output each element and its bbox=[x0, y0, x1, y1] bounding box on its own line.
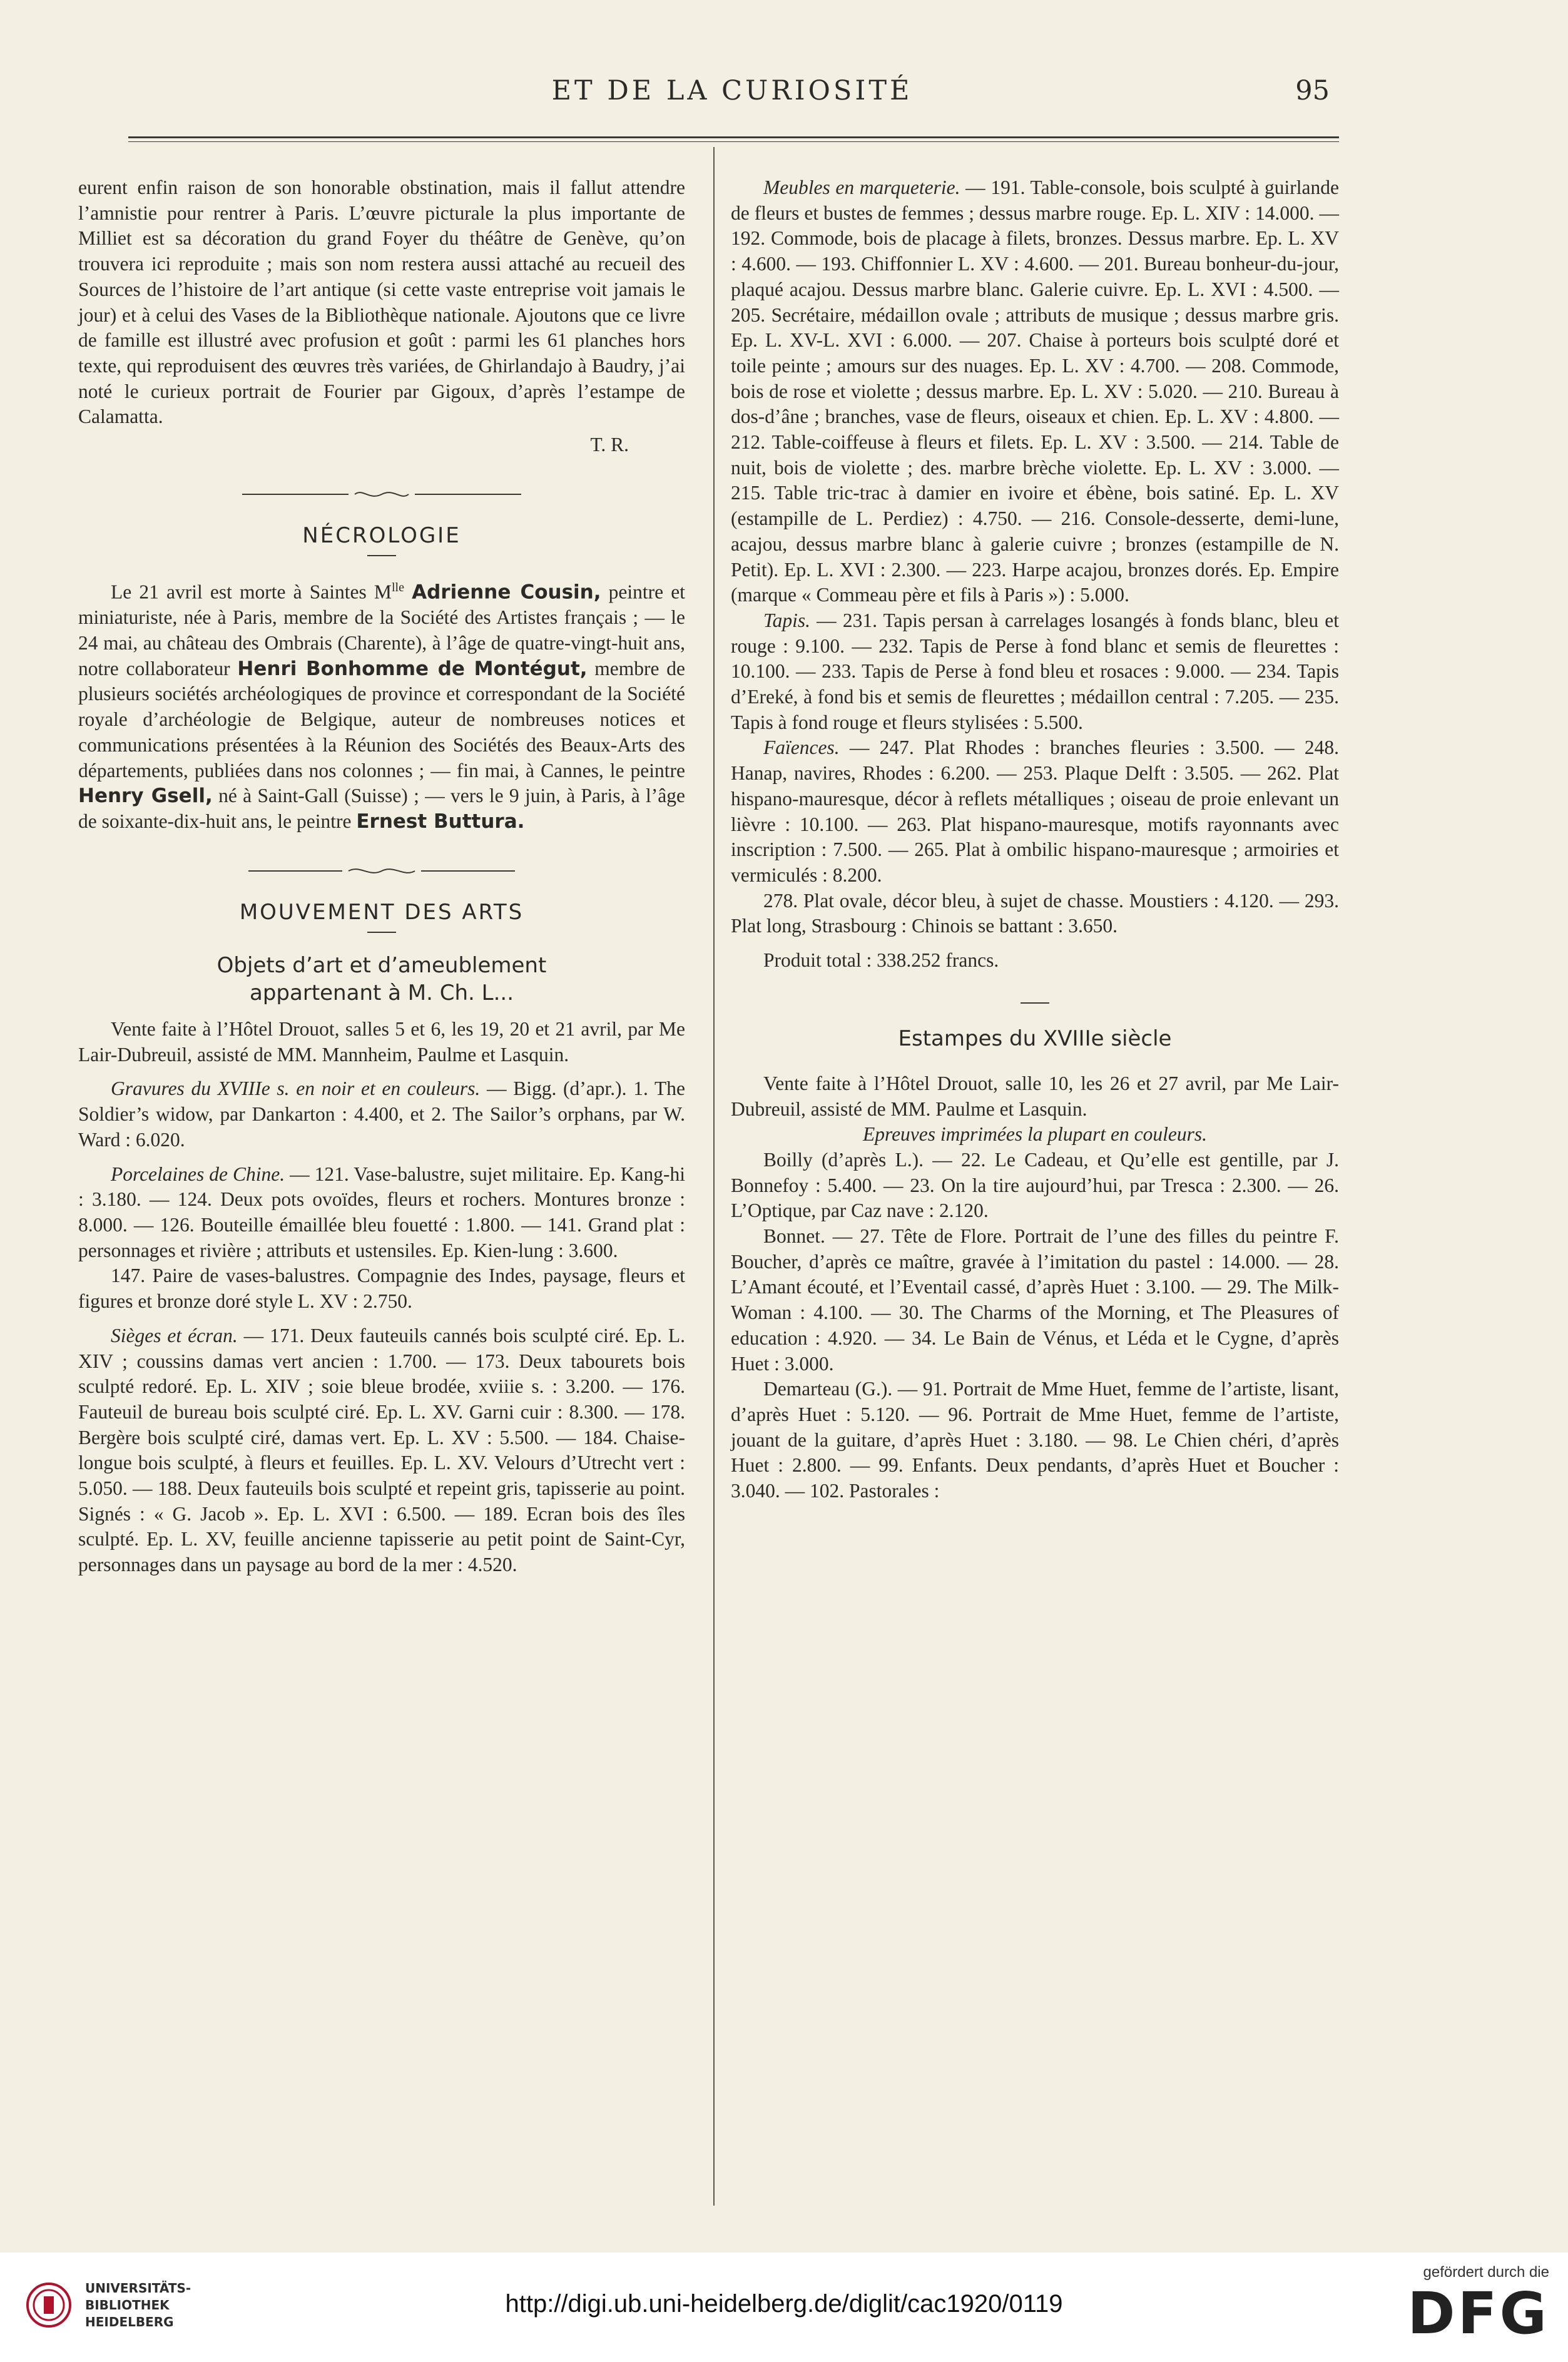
article-ending-paragraph: eurent enfin raison de son honorable obstination, mais il fallut attendre l’amnistie pour rentrer à Paris. L’œuvre picturale la plus importante de Milliet est sa décoration du grand Foyer du théâtre de Genève, qu’on trouvera ici reproduite ; mais son nom restera aussi attaché au recueil des Sources de l’histoire de l’art antique (si cette vaste entreprise voit jamais le jour) et à celui des Vases de la Bibliothèque nationale. Ajoutons que ce livre de famille est illustré avec profusion et goût : parmi les 61 planches hors texte, qui reproduisent des œuvres très variées, de Ghirlandajo à Baudry, j’ai noté le curieux portrait de Fourier par Gigoux, d’après l’estampe de Calamatta. bbox=[78, 176, 685, 428]
running-title: ET DE LA CURIOSITÉ bbox=[551, 75, 913, 106]
ornament-divider bbox=[78, 857, 685, 883]
left-column bbox=[78, 175, 685, 1578]
subsection-label: Epreuves imprimées la plupart en couleurs. bbox=[863, 1123, 1207, 1146]
lot-paragraph: Sièges et écran. — 171. Deux fauteuils cannés bois sculpté ciré. Ep. L. XIV ; coussins damas vert ancien : 1.700. — 173. Deux tabourets bois sculpté redoré. Ep. L. XIV ; soie bleue brodée, xviiie s. : 3.200. — 176. Fauteuil de bureau bois sculpté ciré. Ep. L. XV. Garni cuir : 8.300. — 178. Bergère bois sculpté ciré, damas vert. Ep. L. XV : 5.500. — 184. Chaise-longue bois sculpté, à fleurs et feuilles. Ep. L. XV. Velours d’Utrecht vert : 5.050. — 188. Deux fauteuils bois sculpté et repeint gris, tapisserie au point. Signés : « G. Jacob ». Ep. L. XVI : 6.500. — 189. Ecran bois des îles sculpté. Ep. L. XV, feuille ancienne tapisserie au petit point de Saint-Cyr, personnages dans un paysage au bord de la mer : 4.520. bbox=[78, 1324, 685, 1576]
lot-paragraph: Demarteau (G.). — 91. Portrait de Mme Huet, femme de l’artiste, lisant, d’après Huet : 5.120. — 96. Portrait de Mme Huet, femme de l’artiste, jouant de la guitare, d’après Huet : 3.180. — 98. Le Chien chéri, d’après Huet : 2.800. — 99. Enfants. Deux pendants, d’après Huet et Boucher : 3.040. — 102. Pastorales : bbox=[731, 1378, 1339, 1502]
header-rule bbox=[128, 136, 1339, 138]
sale-intro: Vente faite à l’Hôtel Drouot, salle 10, les 26 et 27 avril, par Me Lair-Dubreuil, assisté de MM. Paulme et Lasquin. bbox=[731, 1072, 1339, 1120]
page-number: 95 bbox=[1295, 75, 1330, 106]
mouvement-title: MOUVEMENT DES ARTS bbox=[239, 900, 524, 925]
lot-paragraph: Boilly (d’après L.). — 22. Le Cadeau, et Qu’elle est gentille, par J. Bonnefoy : 5.400. — 23. On la tire aujourd’hui, par Tresca : 2.300. — 26. L’Optique, par Caz nave : 2.120. bbox=[731, 1148, 1339, 1222]
lot-paragraph: Tapis. — 231. Tapis persan à carrelages losangés à fonds blanc, bleu et rouge : 9.100. — 232. Tapis de Perse à fond blanc et semis de fleurettes : 10.100. — 233. Tapis de Perse à fond bleu et rosaces : 9.000. — 234. Tapis d’Ereké, à fond bis et semis de fleurettes ; médaillon central : 7.205. — 235. Tapis à fond rouge et fleurs stylisées : 5.500. bbox=[731, 609, 1339, 733]
sale-title: Objets d’art et d’ameublement appartenant à M. Ch. L... bbox=[216, 953, 547, 1006]
right-column bbox=[731, 175, 1339, 1504]
sale-intro: Vente faite à l’Hôtel Drouot, salles 5 et 6, les 19, 20 et 21 avril, par Me Lair-Dubreuil, assisté de MM. Mannheim, Paulme et Lasquin. bbox=[78, 1018, 685, 1066]
author-signature: T. R. bbox=[590, 434, 629, 456]
permalink-url[interactable]: http://digi.ub.uni-heidelberg.de/diglit/cac1920/0119 bbox=[505, 2290, 1063, 2318]
lot-paragraph: Gravures du XVIIIe s. en noir et en couleurs. — Bigg. (d’apr.). 1. The Soldier’s widow, par Dankarton : 4.400, et 2. The Sailor’s orphans, par W. Ward : 6.020. bbox=[78, 1077, 685, 1151]
digitization-footer bbox=[0, 2253, 1568, 2362]
funder-caption: gefördert durch die bbox=[1423, 2264, 1549, 2281]
necrology-title: NÉCROLOGIE bbox=[302, 523, 461, 549]
header-rule-thin bbox=[128, 141, 1339, 142]
funder-name: DFG bbox=[1407, 2280, 1549, 2347]
person-name: Ernest Buttura. bbox=[356, 810, 525, 833]
lot-paragraph: Porcelaines de Chine. — 121. Vase-balustre, sujet militaire. Ep. Kang-hi : 3.180. — 124. Deux pots ovoïdes, fleurs et rochers. Montures bronze : 8.000. — 126. Bouteille émaillée bleu fouetté : 1.800. — 141. Grand plat : personnages et rivière ; attributs et ustensiles. Ep. Kien-lung : 3.600. bbox=[78, 1163, 685, 1261]
running-header bbox=[128, 75, 1336, 119]
necrology-paragraph: Le 21 avril est morte à Saintes $M^{lle}$ Adrienne Cousin, peintre et miniaturiste, née à Paris, membre de la Société des Artistes français ; — le 24 mai, au château des Ombrais (Charente), à l’âge de quatre-vingt-huit ans, notre collaborateur Henri Bonhomme de Montégut, membre de plusieurs sociétés archéologiques de province et correspondant de la Société royale d’archéologie de Belgique, auteur de nombreuses notices et communications présentées à la Réunion des Sociétés des Beaux-Arts des départements, publiées dans nos colonnes ; — fin mai, à Cannes, le peintre Henry Gsell, né à Saint-Gall (Suisse) ; — vers le 9 juin, à Paris, à l’âge de soixante-dix-huit ans, le peintre Ernest Buttura. bbox=[78, 581, 686, 833]
institution-name: UNIVERSITÄTS- BIBLIOTHEK HEIDELBERG bbox=[85, 2281, 191, 2329]
person-name: Henry Gsell, bbox=[78, 785, 213, 808]
lot-paragraph: 147. Paire de vases-balustres. Compagnie des Indes, paysage, fleurs et figures et bronze doré style L. XV : 2.750. bbox=[78, 1265, 685, 1313]
lot-paragraph: Meubles en marqueterie. — 191. Table-console, bois sculpté à guirlande de fleurs et bustes de femmes ; dessus marbre rouge. Ep. L. XIV : 14.000. — 192. Commode, bois de placage à filets, bronzes. Dessus marbre. Ep. L. XV : 4.600. — 193. Chiffonnier L. XV : 4.600. — 201. Bureau bonheur-du-jour, plaqué acajou. Dessus marbre blanc. Galerie cuivre. Ep. L. XVI : 4.500. — 205. Secrétaire, médaillon ovale ; attributs de musique ; dessus marbre gris. Ep. L. XV-L. XVI : 6.000. — 207. Chaise à porteurs bois sculpté doré et toile peinte ; amours sur des nuages. Ep. L. XV : 4.700. — 208. Commode, bois de rose et violette ; dessus marbre. Ep. L. XV : 5.020. — 210. Bureau à dos-d’âne ; branches, vase de fleurs, oiseaux et chien. Ep. L. XV : 4.800. — 212. Table-coiffeuse à fleurs et filets. Ep. L. XV : 3.500. — 214. Table de nuit, bois de violette ; des. marbre brèche violette. Ep. L. XV : 3.000. — 215. Table tric-trac à damier en ivoire et ébène, bois satiné. Ep. L. XV (estampille de L. Perdiez) : 4.750. — 216. Console-desserte, demi-lune, acajou, dessus marbre blanc à galerie cuivre ; bronzes (estampille de N. Petit). Ep. L. XVI : 2.300. — 223. Harpe acajou, bronzes dorés. Ep. Empire (marque « Commeau père et fils à Paris ») : 5.000. bbox=[731, 176, 1339, 606]
lot-paragraph: Faïences. — 247. Plat Rhodes : branches fleuries : 3.500. — 248. Hanap, navires, Rhodes : 6.200. — 253. Plaque Delft : 3.505. — 262. Plat hispano-mauresque, décor à reflets métalliques ; oiseau de proie enlevant un lièvre : 10.100. — 263. Plat hispano-mauresque, motifs rayonnants avec inscription : 7.500. — 265. Plat à ombilic hispano-mauresque ; armoiries et vermiculés : 8.200. bbox=[731, 736, 1339, 886]
estampes-title: Estampes du XVIIIe siècle bbox=[898, 1026, 1172, 1051]
sale-total: Produit total : 338.252 francs. bbox=[763, 949, 999, 972]
person-name: Adrienne Cousin, bbox=[412, 581, 601, 604]
column-divider bbox=[713, 147, 715, 2206]
person-name: Henri Bonhomme de Montégut, bbox=[237, 657, 588, 680]
funder-logo[interactable] bbox=[1349, 2264, 1549, 2351]
lot-paragraph: 278. Plat ovale, décor bleu, à sujet de chasse. Moustiers : 4.120. — 293. Plat long, Strasbourg : Chinois se battant : 3.650. bbox=[731, 889, 1339, 937]
section-dash bbox=[1021, 1002, 1049, 1004]
title-dash bbox=[367, 932, 396, 933]
title-dash bbox=[367, 555, 396, 556]
lot-paragraph: Bonnet. — 27. Tête de Flore. Portrait de l’une des filles du peintre F. Boucher, d’après ce maître, gravée à l’imitation du pastel : 14.000. — 28. L’Amant écouté, et l’Eventail cassé, d’après Huet : 3.100. — 29. The Milk-Woman : 4.100. — 30. The Charms of the Morning, et The Pleasures of education : 4.920. — 34. Le Bain de Vénus, et Léda et le Cygne, d’après Huet : 3.000. bbox=[731, 1225, 1339, 1375]
ornament-divider bbox=[78, 481, 685, 506]
